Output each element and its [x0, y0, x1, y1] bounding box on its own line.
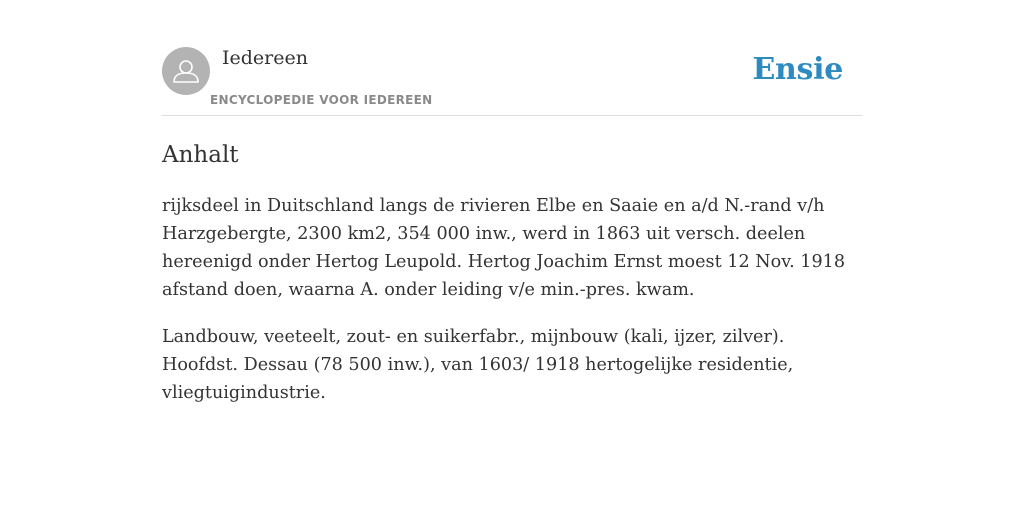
site-subtitle: ENCYCLOPEDIE VOOR IEDEREEN [210, 93, 433, 107]
page-header [162, 46, 862, 116]
user-avatar-icon[interactable] [162, 47, 210, 95]
article-paragraph: rijksdeel in Duitschland langs de rivieren Elbe en Saaie en a/d N.-rand v/h Harzgebergte, 2300 km2, 354 000 inw., werd in 1863 uit versch. deelen hereenigd onder Hertog Leupold. Hertog Joachim Ernst moest 12 Nov. 1918 afstand doen, waarna A. onder leiding v/e min.-pres. kwam. [162, 196, 846, 300]
article-paragraph: Landbouw, veeteelt, zout- en suikerfabr., mijnbouw (kali, ijzer, zilver). Hoofdst. Dessau (78 500 inw.), van 1603/ 1918 hertogelijke residentie, vliegtuigindustrie. [162, 327, 794, 403]
article-title: Anhalt [162, 142, 239, 168]
author-name[interactable]: Iedereen [222, 47, 308, 69]
ensie-logo[interactable]: Ensie [752, 52, 843, 87]
user-silhouette-icon [162, 47, 210, 95]
article-body [162, 192, 862, 426]
